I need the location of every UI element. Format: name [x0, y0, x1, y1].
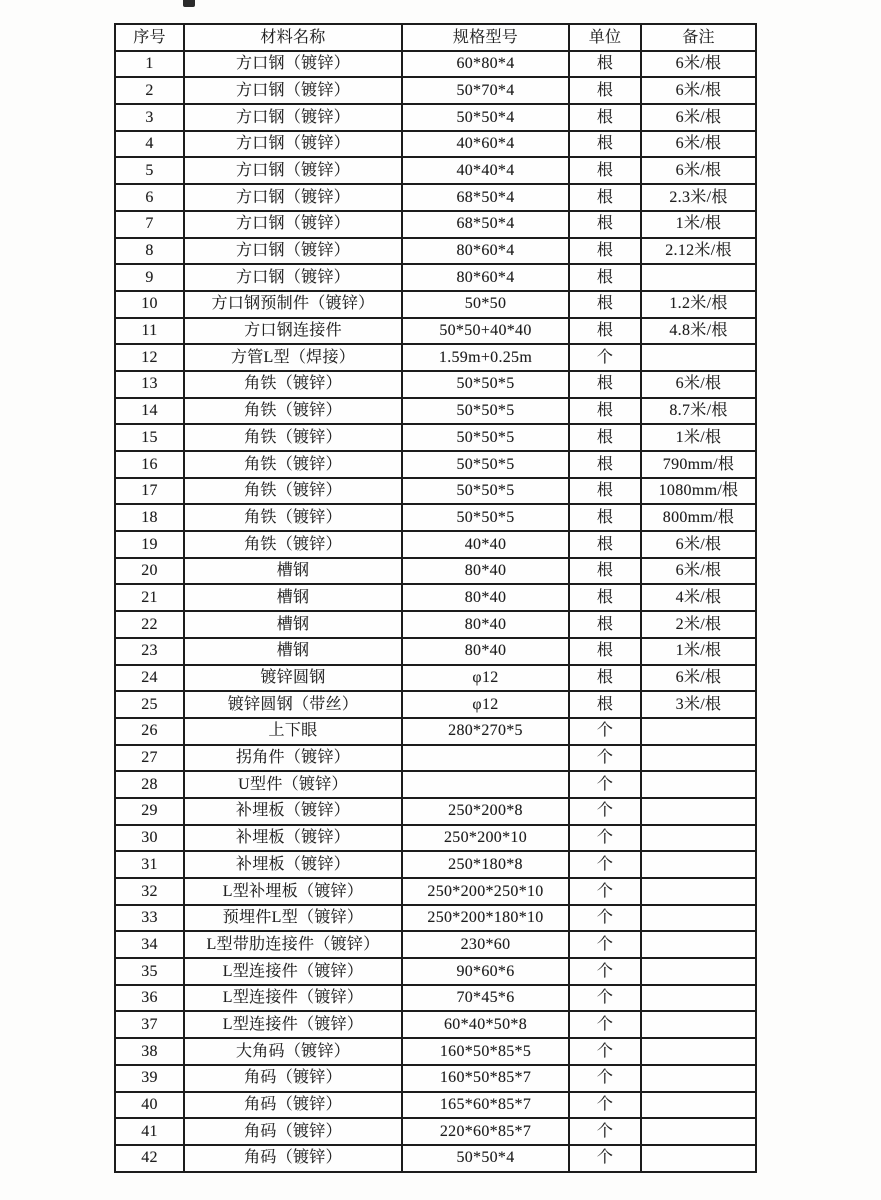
cell-spec-model: 50*50*5	[402, 478, 569, 505]
table-row	[115, 51, 756, 78]
cell-material-name: 角铁（镀锌）	[184, 371, 402, 398]
cell-serial-number: 24	[115, 665, 184, 692]
cell-remark	[641, 771, 756, 798]
table-row	[115, 211, 756, 238]
cell-remark: 1.2米/根	[641, 291, 756, 318]
header-row	[115, 24, 756, 51]
cell-remark: 1米/根	[641, 638, 756, 665]
cell-spec-model: 40*40*4	[402, 157, 569, 184]
cell-material-name: 方口钢（镀锌）	[184, 131, 402, 158]
table-row	[115, 77, 756, 104]
cell-unit: 根	[569, 238, 641, 265]
table-row	[115, 905, 756, 932]
table-row	[115, 424, 756, 451]
table-row	[115, 558, 756, 585]
cell-material-name: 上下眼	[184, 718, 402, 745]
cell-spec-model: 60*40*50*8	[402, 1011, 569, 1038]
cell-unit: 个	[569, 1011, 641, 1038]
table-row	[115, 371, 756, 398]
cell-remark	[641, 825, 756, 852]
cell-unit: 根	[569, 504, 641, 531]
table-row	[115, 611, 756, 638]
cell-remark: 6米/根	[641, 51, 756, 78]
cell-unit: 根	[569, 531, 641, 558]
cell-unit: 个	[569, 718, 641, 745]
cell-unit: 个	[569, 905, 641, 932]
table-row	[115, 878, 756, 905]
cell-spec-model: 50*50*5	[402, 424, 569, 451]
cell-unit: 个	[569, 344, 641, 371]
cell-unit: 根	[569, 424, 641, 451]
cell-unit: 个	[569, 1145, 641, 1172]
cell-material-name: L型连接件（镀锌）	[184, 985, 402, 1012]
cell-spec-model: 250*200*180*10	[402, 905, 569, 932]
cell-spec-model: 50*50*5	[402, 504, 569, 531]
cell-remark: 3米/根	[641, 691, 756, 718]
cell-serial-number: 35	[115, 958, 184, 985]
cell-unit: 根	[569, 264, 641, 291]
cell-unit: 根	[569, 131, 641, 158]
table-row	[115, 1011, 756, 1038]
cell-unit: 个	[569, 771, 641, 798]
cell-remark	[641, 1065, 756, 1092]
cell-unit: 个	[569, 931, 641, 958]
cell-unit: 根	[569, 451, 641, 478]
table-row	[115, 745, 756, 772]
cell-serial-number: 13	[115, 371, 184, 398]
cell-material-name: 角铁（镀锌）	[184, 478, 402, 505]
table-row	[115, 478, 756, 505]
cell-material-name: L型补埋板（镀锌）	[184, 878, 402, 905]
cell-serial-number: 3	[115, 104, 184, 131]
cell-remark	[641, 1145, 756, 1172]
cell-remark: 6米/根	[641, 157, 756, 184]
cell-unit: 根	[569, 318, 641, 345]
cell-spec-model: 50*70*4	[402, 77, 569, 104]
cell-serial-number: 40	[115, 1092, 184, 1119]
cell-material-name: 槽钢	[184, 584, 402, 611]
cell-serial-number: 37	[115, 1011, 184, 1038]
cell-spec-model: 250*200*250*10	[402, 878, 569, 905]
table-row	[115, 291, 756, 318]
cell-remark	[641, 745, 756, 772]
cell-spec-model: 50*50*5	[402, 398, 569, 425]
cell-serial-number: 18	[115, 504, 184, 531]
cell-material-name: 方口钢（镀锌）	[184, 264, 402, 291]
cell-material-name: 方口钢（镀锌）	[184, 211, 402, 238]
cell-material-name: 补埋板（镀锌）	[184, 798, 402, 825]
cell-unit: 个	[569, 1038, 641, 1065]
cell-serial-number: 6	[115, 184, 184, 211]
cell-spec-model: 50*50*4	[402, 104, 569, 131]
cell-material-name: 方管L型（焊接）	[184, 344, 402, 371]
cell-material-name: 方口钢（镀锌）	[184, 157, 402, 184]
cell-serial-number: 17	[115, 478, 184, 505]
cell-material-name: 镀锌圆钢（带丝）	[184, 691, 402, 718]
table-row	[115, 398, 756, 425]
cell-spec-model: 80*40	[402, 584, 569, 611]
cell-remark: 6米/根	[641, 371, 756, 398]
cell-material-name: 角铁（镀锌）	[184, 424, 402, 451]
column-header-material-name: 材料名称	[184, 24, 402, 51]
table-row	[115, 531, 756, 558]
cell-remark: 6米/根	[641, 558, 756, 585]
cell-serial-number: 5	[115, 157, 184, 184]
table-row	[115, 798, 756, 825]
cell-serial-number: 16	[115, 451, 184, 478]
table-row	[115, 451, 756, 478]
cell-remark: 2米/根	[641, 611, 756, 638]
cell-unit: 个	[569, 958, 641, 985]
cell-spec-model: 50*50+40*40	[402, 318, 569, 345]
cell-serial-number: 42	[115, 1145, 184, 1172]
cell-spec-model: 80*60*4	[402, 238, 569, 265]
cell-spec-model: 220*60*85*7	[402, 1118, 569, 1145]
cell-spec-model	[402, 745, 569, 772]
cell-material-name: 槽钢	[184, 638, 402, 665]
cell-spec-model: 40*40	[402, 531, 569, 558]
cell-unit: 根	[569, 584, 641, 611]
cell-remark	[641, 1092, 756, 1119]
cell-serial-number: 19	[115, 531, 184, 558]
cell-unit: 根	[569, 558, 641, 585]
cell-unit: 根	[569, 51, 641, 78]
cell-material-name: 角铁（镀锌）	[184, 531, 402, 558]
cell-unit: 根	[569, 211, 641, 238]
cell-unit: 根	[569, 398, 641, 425]
cell-material-name: 镀锌圆钢	[184, 665, 402, 692]
table-row	[115, 1092, 756, 1119]
cell-unit: 个	[569, 985, 641, 1012]
cell-material-name: 方口钢（镀锌）	[184, 104, 402, 131]
cell-serial-number: 30	[115, 825, 184, 852]
cell-material-name: 方口钢连接件	[184, 318, 402, 345]
cell-serial-number: 8	[115, 238, 184, 265]
cell-remark: 2.12米/根	[641, 238, 756, 265]
cell-remark	[641, 718, 756, 745]
cell-remark: 2.3米/根	[641, 184, 756, 211]
cell-spec-model: 230*60	[402, 931, 569, 958]
cell-remark: 800mm/根	[641, 504, 756, 531]
cell-material-name: 角码（镀锌）	[184, 1118, 402, 1145]
cell-remark	[641, 905, 756, 932]
cell-remark: 4.8米/根	[641, 318, 756, 345]
table-row	[115, 504, 756, 531]
cell-spec-model: 50*50	[402, 291, 569, 318]
cell-spec-model: 90*60*6	[402, 958, 569, 985]
cell-spec-model	[402, 771, 569, 798]
cell-spec-model: 250*200*10	[402, 825, 569, 852]
cell-unit: 根	[569, 77, 641, 104]
table-row	[115, 958, 756, 985]
cell-serial-number: 22	[115, 611, 184, 638]
cell-spec-model: 80*40	[402, 638, 569, 665]
cell-material-name: L型连接件（镀锌）	[184, 1011, 402, 1038]
cell-material-name: 方口钢（镀锌）	[184, 238, 402, 265]
cell-serial-number: 39	[115, 1065, 184, 1092]
cell-spec-model: 160*50*85*7	[402, 1065, 569, 1092]
table-row	[115, 1038, 756, 1065]
cell-spec-model: 40*60*4	[402, 131, 569, 158]
cell-unit: 个	[569, 1092, 641, 1119]
cell-serial-number: 34	[115, 931, 184, 958]
cell-remark: 6米/根	[641, 665, 756, 692]
cell-serial-number: 26	[115, 718, 184, 745]
cell-material-name: U型件（镀锌）	[184, 771, 402, 798]
cell-remark: 790mm/根	[641, 451, 756, 478]
cell-unit: 根	[569, 691, 641, 718]
cell-remark	[641, 344, 756, 371]
cell-serial-number: 38	[115, 1038, 184, 1065]
cell-material-name: 角码（镀锌）	[184, 1092, 402, 1119]
cell-spec-model: 165*60*85*7	[402, 1092, 569, 1119]
table-row	[115, 584, 756, 611]
cell-spec-model: 80*40	[402, 558, 569, 585]
cell-material-name: L型连接件（镀锌）	[184, 958, 402, 985]
cell-unit: 根	[569, 371, 641, 398]
cell-spec-model: 160*50*85*5	[402, 1038, 569, 1065]
cell-material-name: 拐角件（镀锌）	[184, 745, 402, 772]
cell-serial-number: 12	[115, 344, 184, 371]
cell-spec-model: 80*60*4	[402, 264, 569, 291]
table-row	[115, 1118, 756, 1145]
cell-remark: 6米/根	[641, 531, 756, 558]
cell-remark: 6米/根	[641, 131, 756, 158]
table-body	[115, 51, 756, 1172]
cell-unit: 个	[569, 1118, 641, 1145]
cell-material-name: 角铁（镀锌）	[184, 451, 402, 478]
cell-remark	[641, 1038, 756, 1065]
cell-unit: 个	[569, 1065, 641, 1092]
table-row	[115, 264, 756, 291]
cell-material-name: 补埋板（镀锌）	[184, 851, 402, 878]
cell-material-name: 方口钢预制件（镀锌）	[184, 291, 402, 318]
cell-remark: 1080mm/根	[641, 478, 756, 505]
cell-serial-number: 21	[115, 584, 184, 611]
cell-serial-number: 31	[115, 851, 184, 878]
cell-remark: 6米/根	[641, 77, 756, 104]
table-row	[115, 691, 756, 718]
cell-remark	[641, 878, 756, 905]
cell-spec-model: 280*270*5	[402, 718, 569, 745]
cell-remark	[641, 1011, 756, 1038]
table-row	[115, 985, 756, 1012]
cell-remark: 4米/根	[641, 584, 756, 611]
cell-serial-number: 1	[115, 51, 184, 78]
cell-spec-model: 250*200*8	[402, 798, 569, 825]
cell-remark	[641, 931, 756, 958]
cell-spec-model: φ12	[402, 665, 569, 692]
cell-unit: 根	[569, 184, 641, 211]
table-row	[115, 318, 756, 345]
scan-artifact-mark	[183, 0, 195, 7]
cell-unit: 根	[569, 611, 641, 638]
cell-unit: 根	[569, 104, 641, 131]
cell-material-name: 角铁（镀锌）	[184, 398, 402, 425]
cell-serial-number: 2	[115, 77, 184, 104]
cell-serial-number: 25	[115, 691, 184, 718]
cell-material-name: 方口钢（镀锌）	[184, 77, 402, 104]
cell-material-name: 大角码（镀锌）	[184, 1038, 402, 1065]
table-row	[115, 851, 756, 878]
cell-serial-number: 33	[115, 905, 184, 932]
cell-material-name: 槽钢	[184, 558, 402, 585]
cell-material-name: 补埋板（镀锌）	[184, 825, 402, 852]
cell-serial-number: 7	[115, 211, 184, 238]
cell-serial-number: 15	[115, 424, 184, 451]
cell-serial-number: 36	[115, 985, 184, 1012]
cell-spec-model: 70*45*6	[402, 985, 569, 1012]
table-row	[115, 344, 756, 371]
cell-material-name: 槽钢	[184, 611, 402, 638]
cell-spec-model: 68*50*4	[402, 184, 569, 211]
cell-spec-model: 50*50*5	[402, 371, 569, 398]
table-row	[115, 825, 756, 852]
table-row	[115, 931, 756, 958]
cell-unit: 根	[569, 291, 641, 318]
cell-remark: 1米/根	[641, 211, 756, 238]
cell-serial-number: 28	[115, 771, 184, 798]
cell-serial-number: 9	[115, 264, 184, 291]
cell-material-name: 角铁（镀锌）	[184, 504, 402, 531]
table-row	[115, 238, 756, 265]
cell-spec-model: 250*180*8	[402, 851, 569, 878]
table-row	[115, 184, 756, 211]
cell-spec-model: 80*40	[402, 611, 569, 638]
cell-spec-model: 60*80*4	[402, 51, 569, 78]
cell-material-name: 方口钢（镀锌）	[184, 51, 402, 78]
cell-unit: 个	[569, 878, 641, 905]
cell-material-name: 角码（镀锌）	[184, 1145, 402, 1172]
cell-spec-model: 68*50*4	[402, 211, 569, 238]
materials-table	[114, 23, 757, 1173]
table-row	[115, 771, 756, 798]
cell-unit: 个	[569, 745, 641, 772]
column-header-serial-number: 序号	[115, 24, 184, 51]
cell-spec-model: φ12	[402, 691, 569, 718]
table-row	[115, 1065, 756, 1092]
cell-serial-number: 29	[115, 798, 184, 825]
cell-remark: 6米/根	[641, 104, 756, 131]
cell-serial-number: 11	[115, 318, 184, 345]
table-row	[115, 718, 756, 745]
cell-unit: 根	[569, 157, 641, 184]
cell-unit: 个	[569, 798, 641, 825]
cell-spec-model: 50*50*5	[402, 451, 569, 478]
table-row	[115, 1145, 756, 1172]
cell-spec-model: 1.59m+0.25m	[402, 344, 569, 371]
cell-serial-number: 20	[115, 558, 184, 585]
cell-serial-number: 32	[115, 878, 184, 905]
table-header	[115, 24, 756, 51]
cell-unit: 根	[569, 665, 641, 692]
cell-material-name: 方口钢（镀锌）	[184, 184, 402, 211]
column-header-spec-model: 规格型号	[402, 24, 569, 51]
cell-remark: 1米/根	[641, 424, 756, 451]
cell-unit: 根	[569, 638, 641, 665]
cell-remark: 8.7米/根	[641, 398, 756, 425]
cell-remark	[641, 264, 756, 291]
table-row	[115, 638, 756, 665]
cell-remark	[641, 1118, 756, 1145]
cell-unit: 根	[569, 478, 641, 505]
cell-remark	[641, 798, 756, 825]
cell-remark	[641, 985, 756, 1012]
cell-remark	[641, 851, 756, 878]
table-row	[115, 131, 756, 158]
cell-serial-number: 10	[115, 291, 184, 318]
cell-serial-number: 14	[115, 398, 184, 425]
cell-material-name: L型带肋连接件（镀锌）	[184, 931, 402, 958]
column-header-remark: 备注	[641, 24, 756, 51]
column-header-unit: 单位	[569, 24, 641, 51]
cell-spec-model: 50*50*4	[402, 1145, 569, 1172]
cell-serial-number: 27	[115, 745, 184, 772]
cell-serial-number: 4	[115, 131, 184, 158]
cell-serial-number: 41	[115, 1118, 184, 1145]
cell-material-name: 角码（镀锌）	[184, 1065, 402, 1092]
table-row	[115, 665, 756, 692]
table-row	[115, 157, 756, 184]
cell-serial-number: 23	[115, 638, 184, 665]
table-row	[115, 104, 756, 131]
cell-remark	[641, 958, 756, 985]
cell-unit: 个	[569, 825, 641, 852]
cell-material-name: 预埋件L型（镀锌）	[184, 905, 402, 932]
cell-unit: 个	[569, 851, 641, 878]
